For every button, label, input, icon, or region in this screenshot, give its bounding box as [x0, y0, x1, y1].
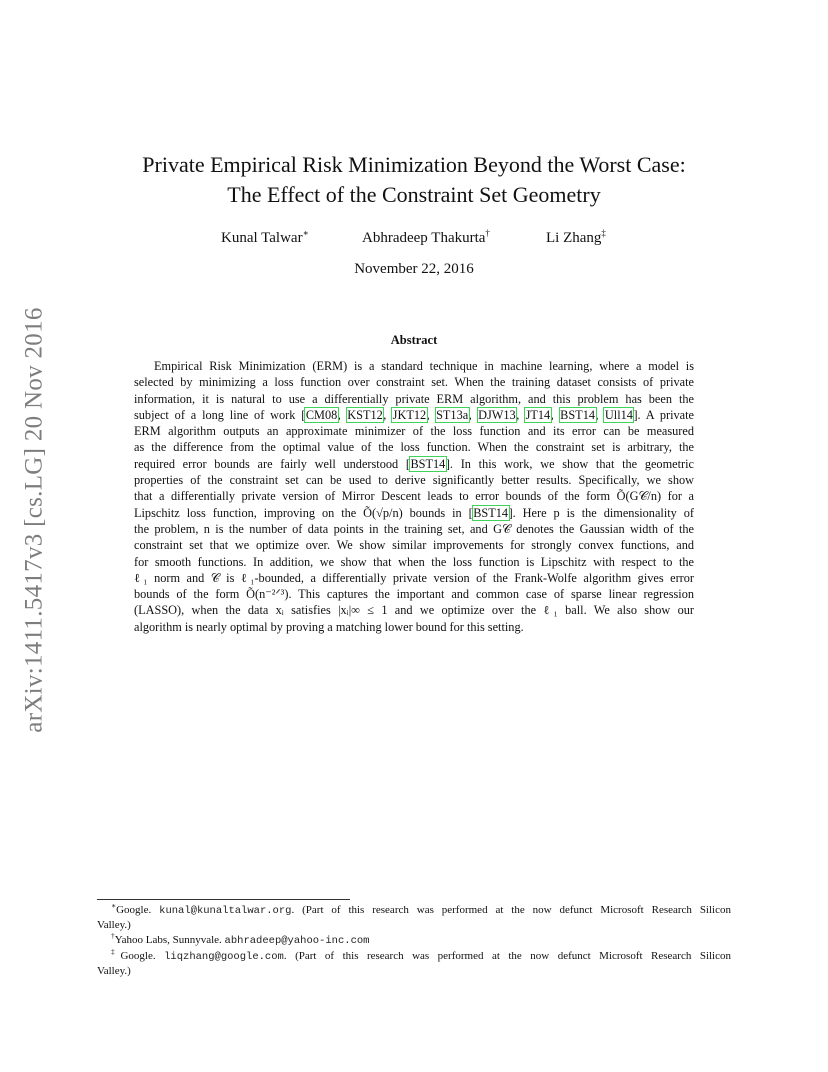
footnote-2 — [97, 933, 731, 948]
abstract-line — [134, 554, 694, 570]
footnotes — [97, 903, 731, 979]
citation-link[interactable]: DJW13 — [478, 407, 516, 422]
abstract-text: the problem, n is the number of data points in the training set, and G𝒞 denotes the Gaussian width of the — [134, 521, 694, 536]
abstract-text: , — [550, 407, 560, 422]
abstract-text: Empirical Risk Minimization (ERM) is a standard technique in machine learning, where a model is — [154, 359, 694, 373]
abstract-text: ℓ₁ norm and 𝒞 is ℓ₁-bounded, a differentially private version of the Frank-Wolfe algorithm gives error — [134, 570, 694, 585]
footnote-3-suffix: . (Part of this research was performed at the now defunct Microsoft Research Silicon — [283, 949, 731, 962]
abstract-text: , — [337, 407, 347, 422]
abstract-text: (LASSO), when the data xᵢ satisfies |xᵢ|∞ ≤ 1 and we optimize over the ℓ₁ ball. We also show our — [134, 603, 694, 618]
abstract-text: , — [426, 407, 436, 422]
author-3 — [546, 230, 606, 247]
abstract-line — [134, 602, 694, 618]
footnote-1-continuation: Valley.) — [97, 919, 131, 932]
citation-link[interactable]: JT14 — [525, 407, 551, 422]
abstract-text: algorithm is nearly optimal by proving a matching lower bound for this setting. — [134, 619, 524, 634]
abstract-line — [134, 358, 694, 374]
arxiv-identifier-text: arXiv:1411.5417v3 [cs.LG] 20 Nov 2016 — [21, 307, 48, 733]
abstract-line — [134, 472, 694, 488]
citation-link[interactable]: Ull14 — [604, 407, 633, 422]
citation-link[interactable]: KST12 — [347, 407, 383, 422]
footnote-1-email[interactable]: kunal@kunaltalwar.org — [159, 905, 292, 917]
author-2 — [362, 230, 490, 247]
abstract-text: as the difference from the optimal value of the loss function. When the constraint set is arbitrary, the — [134, 440, 694, 455]
abstract-text: constraint set that we optimize over. We show similar improvements for strongly convex functions, and — [134, 538, 694, 553]
abstract-text: ERM algorithm outputs an approximate minimizer of the loss function and its error can be measured — [134, 424, 694, 439]
publication-date: November 22, 2016 — [354, 261, 474, 277]
abstract-line — [134, 374, 694, 390]
abstract-line — [134, 586, 694, 602]
author-1 — [221, 230, 309, 247]
author-1-name: Kunal Talwar — [221, 230, 303, 246]
citation-link[interactable]: ST13a — [436, 407, 469, 422]
abstract-text: properties of the constraint set can be used to derive significantly better results. Specifically, we show — [134, 473, 694, 488]
abstract-text: required error bounds are fairly well understood [ — [134, 456, 410, 471]
author-1-mark: ∗ — [302, 228, 309, 238]
abstract-text: bounds of the form Õ(n⁻²ᐟ³). This captures the important and common case of sparse linear regression — [134, 587, 694, 602]
abstract-text: ]. Here p is the dimensionality of — [508, 505, 694, 520]
footnote-3-email[interactable]: liqzhang@google.com — [164, 950, 284, 963]
abstract-line — [134, 488, 694, 504]
footnote-2-email[interactable]: abhradeep@yahoo-inc.com — [224, 935, 370, 948]
citation-link[interactable]: BST14 — [410, 456, 446, 471]
abstract-text: Lipschitz loss function, improving on the Õ(√p/n) bounds in [ — [134, 505, 473, 520]
abstract-text: that a differentially private version of Mirror Descent leads to error bounds of the form Õ(G𝒞/n) for a — [134, 489, 694, 504]
abstract-text: , — [595, 407, 605, 422]
footnote-1 — [97, 903, 731, 918]
abstract-line — [134, 505, 694, 521]
author-3-mark: ‡ — [601, 228, 606, 238]
citation-link[interactable]: BST14 — [560, 407, 595, 422]
footnote-rule — [97, 899, 350, 900]
abstract-line — [134, 570, 694, 586]
citation-link[interactable]: JKT12 — [392, 407, 427, 422]
footnote-1-prefix: Google. — [116, 904, 160, 916]
footnote-1-mark: ∗ — [111, 901, 117, 910]
footnote-1-suffix: . (Part of this research was performed at the now defunct Microsoft Research Silicon — [291, 904, 731, 916]
citation-link[interactable]: BST14 — [473, 505, 509, 520]
footnote-3 — [97, 946, 731, 964]
abstract-line — [134, 619, 694, 635]
author-3-name: Li Zhang — [546, 230, 602, 246]
footnote-3-prefix: Google. — [120, 949, 165, 962]
abstract-line — [134, 521, 694, 537]
abstract-line — [134, 423, 694, 439]
abstract-heading: Abstract — [390, 333, 438, 347]
abstract-line — [134, 456, 694, 472]
abstract-text: ]. In this work, we show that the geometric — [445, 456, 694, 471]
abstract-text: subject of a long line of work [ — [134, 407, 306, 422]
author-list — [0, 230, 828, 252]
abstract-line — [134, 407, 694, 423]
abstract-text: , — [383, 407, 393, 422]
citation-link[interactable]: CM08 — [305, 407, 338, 422]
footnote-3-mark: ‡ — [111, 946, 121, 956]
abstract-line — [134, 439, 694, 455]
abstract-body — [134, 358, 694, 635]
arxiv-identifier — [10, 285, 60, 755]
title-line-2: The Effect of the Constraint Set Geometry — [227, 182, 601, 207]
footnote-2-prefix: Yahoo Labs, Sunnyvale. — [114, 934, 225, 947]
author-2-name: Abhradeep Thakurta — [362, 230, 486, 246]
abstract-text: selected by minimizing a loss function over constraint set. When the training dataset consists of private — [134, 375, 694, 390]
abstract-text: ]. A private — [633, 407, 694, 422]
author-2-mark: † — [485, 228, 490, 238]
abstract-text: , — [516, 407, 526, 422]
abstract-text: information, it is natural to use a differentially private ERM algorithm, and this problem has been the — [134, 391, 694, 406]
abstract-line — [134, 537, 694, 553]
paper-title — [90, 150, 738, 210]
abstract-text: for smooth functions. In addition, we show that when the loss function is Lipschitz with respect to the — [134, 554, 694, 569]
footnote-3-continuation: Valley.) — [97, 964, 131, 977]
abstract-text: , — [468, 407, 478, 422]
footnote-2-mark: † — [111, 931, 115, 941]
title-line-1: Private Empirical Risk Minimization Beyond the Worst Case: — [142, 152, 686, 177]
abstract-line — [134, 391, 694, 407]
